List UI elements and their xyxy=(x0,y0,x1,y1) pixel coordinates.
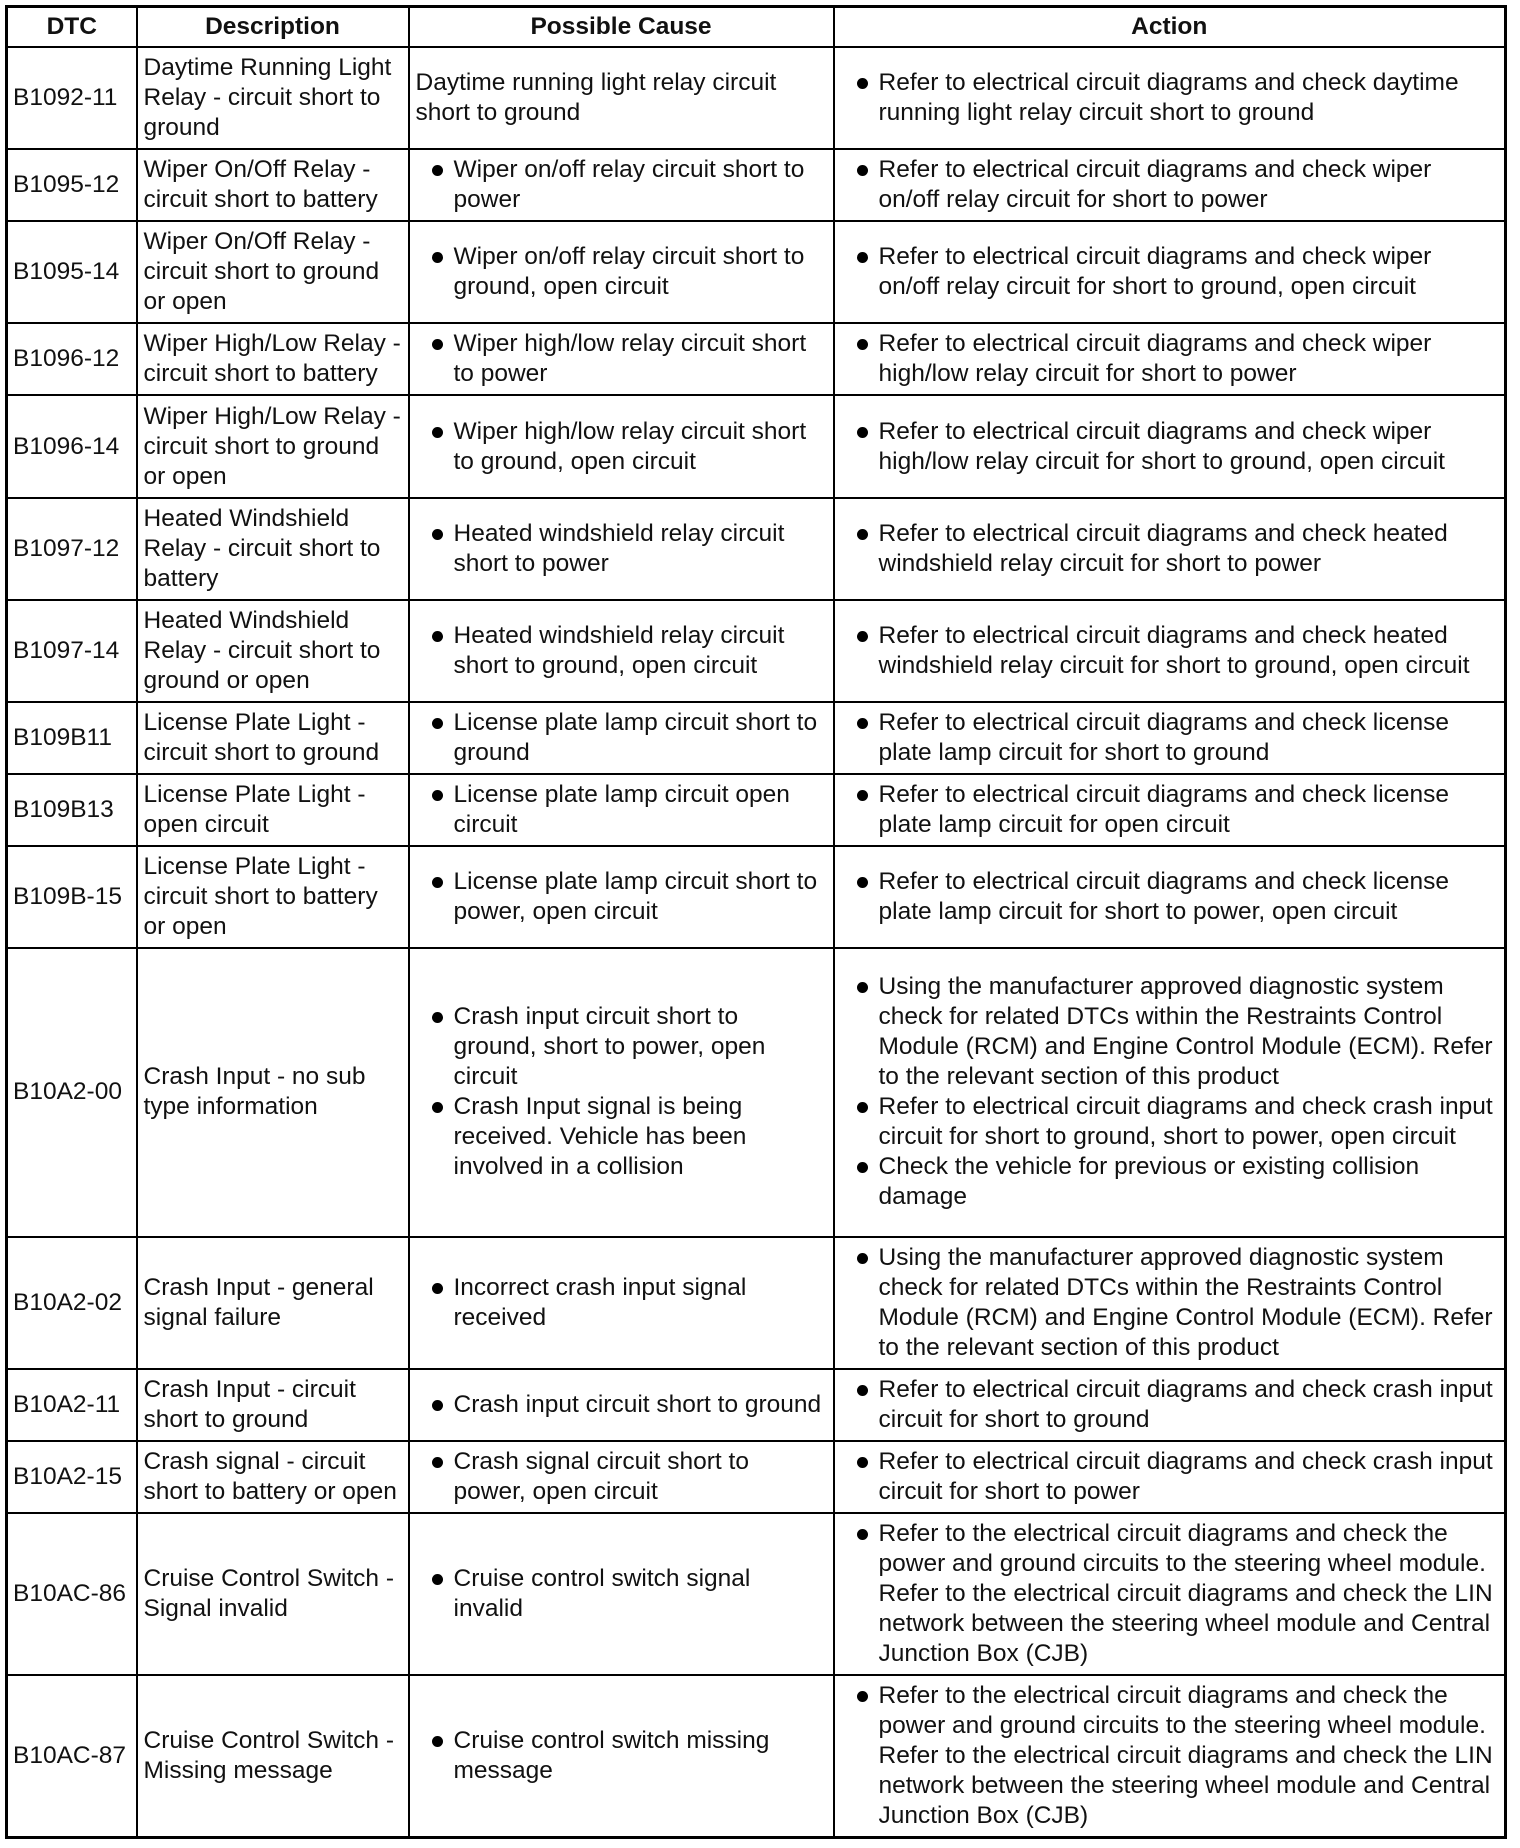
dtc-code: B10A2-15 xyxy=(7,1441,137,1513)
dtc-description: Heated Windshield Relay - circuit short to ground or open xyxy=(137,600,409,702)
possible-cause-list xyxy=(416,780,827,840)
dtc-code: B109B13 xyxy=(7,774,137,846)
table-row xyxy=(7,702,1506,774)
dtc-table xyxy=(5,5,1507,1839)
possible-cause-cell xyxy=(409,600,834,702)
action-cell xyxy=(834,1513,1506,1675)
possible-cause-item: Crash Input signal is being received. Vehicle has been involved in a collision xyxy=(416,1092,827,1182)
possible-cause-cell xyxy=(409,1513,834,1675)
action-list xyxy=(841,867,1499,927)
possible-cause-item: License plate lamp circuit open circuit xyxy=(416,780,827,840)
action-list xyxy=(841,1447,1499,1507)
action-list xyxy=(841,780,1499,840)
action-cell xyxy=(834,702,1506,774)
table-row xyxy=(7,948,1506,1236)
action-item: Refer to electrical circuit diagrams and check crash input circuit for short to ground xyxy=(841,1375,1499,1435)
possible-cause-item: Wiper high/low relay circuit short to power xyxy=(416,329,827,389)
action-item: Refer to electrical circuit diagrams and check wiper on/off relay circuit for short to ground, open circuit xyxy=(841,242,1499,302)
possible-cause-cell xyxy=(409,1369,834,1441)
action-cell xyxy=(834,948,1506,1236)
table-row xyxy=(7,323,1506,395)
dtc-code: B10AC-86 xyxy=(7,1513,137,1675)
action-item: Using the manufacturer approved diagnostic system check for related DTCs within the Restraints Control Module (RCM) and Engine Control Module (ECM). Refer to the relevant section of this product xyxy=(841,972,1499,1092)
possible-cause-item: License plate lamp circuit short to ground xyxy=(416,708,827,768)
possible-cause-cell xyxy=(409,1237,834,1369)
action-item: Refer to the electrical circuit diagrams and check the power and ground circuits to the steering wheel module. Refer to the electrical circuit diagrams and check the LIN network between the steering wheel module and Central Junction Box (CJB) xyxy=(841,1519,1499,1669)
action-cell xyxy=(834,1675,1506,1837)
action-list xyxy=(841,972,1499,1212)
dtc-code: B1096-14 xyxy=(7,395,137,497)
action-list xyxy=(841,329,1499,389)
action-cell xyxy=(834,221,1506,323)
action-item: Refer to electrical circuit diagrams and check license plate lamp circuit for short to ground xyxy=(841,708,1499,768)
action-list xyxy=(841,621,1499,681)
dtc-description: Wiper On/Off Relay - circuit short to ground or open xyxy=(137,221,409,323)
action-cell xyxy=(834,498,1506,600)
possible-cause-list xyxy=(416,417,827,477)
header-description: Description xyxy=(137,7,409,48)
table-header-row xyxy=(7,7,1506,48)
dtc-description: License Plate Light - circuit short to battery or open xyxy=(137,846,409,948)
possible-cause-cell xyxy=(409,323,834,395)
dtc-description: Wiper High/Low Relay - circuit short to battery xyxy=(137,323,409,395)
possible-cause-item: Wiper high/low relay circuit short to ground, open circuit xyxy=(416,417,827,477)
header-action: Action xyxy=(834,7,1506,48)
dtc-code: B1095-12 xyxy=(7,149,137,221)
possible-cause-cell xyxy=(409,395,834,497)
possible-cause-cell xyxy=(409,1441,834,1513)
action-cell xyxy=(834,47,1506,149)
possible-cause-item: License plate lamp circuit short to power, open circuit xyxy=(416,867,827,927)
possible-cause-cell xyxy=(409,702,834,774)
table-row xyxy=(7,149,1506,221)
action-list xyxy=(841,155,1499,215)
action-item: Check the vehicle for previous or existing collision damage xyxy=(841,1152,1499,1212)
possible-cause-list xyxy=(416,867,827,927)
dtc-code: B1097-12 xyxy=(7,498,137,600)
possible-cause-item: Cruise control switch signal invalid xyxy=(416,1564,827,1624)
table-row xyxy=(7,1675,1506,1837)
table-row xyxy=(7,498,1506,600)
possible-cause-cell xyxy=(409,846,834,948)
possible-cause-list xyxy=(416,1726,827,1786)
action-item: Refer to electrical circuit diagrams and check wiper on/off relay circuit for short to power xyxy=(841,155,1499,215)
possible-cause-list xyxy=(416,621,827,681)
action-cell xyxy=(834,1369,1506,1441)
dtc-code: B109B11 xyxy=(7,702,137,774)
dtc-code: B10A2-00 xyxy=(7,948,137,1236)
table-row xyxy=(7,1513,1506,1675)
possible-cause-cell xyxy=(409,1675,834,1837)
possible-cause-cell xyxy=(409,221,834,323)
possible-cause-cell xyxy=(409,948,834,1236)
dtc-description: Crash Input - no sub type information xyxy=(137,948,409,1236)
possible-cause-item: Incorrect crash input signal received xyxy=(416,1273,827,1333)
action-list xyxy=(841,1681,1499,1831)
action-list xyxy=(841,68,1499,128)
possible-cause-cell xyxy=(409,774,834,846)
dtc-code: B109B-15 xyxy=(7,846,137,948)
action-list xyxy=(841,1375,1499,1435)
table-row xyxy=(7,600,1506,702)
possible-cause-item: Wiper on/off relay circuit short to power xyxy=(416,155,827,215)
possible-cause-cell xyxy=(409,149,834,221)
dtc-code: B1092-11 xyxy=(7,47,137,149)
table-row xyxy=(7,846,1506,948)
table-row xyxy=(7,395,1506,497)
action-item: Refer to the electrical circuit diagrams and check the power and ground circuits to the steering wheel module. Refer to the electrical circuit diagrams and check the LIN network between the steering wheel module and Central Junction Box (CJB) xyxy=(841,1681,1499,1831)
action-cell xyxy=(834,395,1506,497)
dtc-code: B1097-14 xyxy=(7,600,137,702)
dtc-code: B10A2-02 xyxy=(7,1237,137,1369)
dtc-description: Daytime Running Light Relay - circuit short to ground xyxy=(137,47,409,149)
action-cell xyxy=(834,774,1506,846)
possible-cause-item: Crash input circuit short to ground xyxy=(416,1390,827,1420)
possible-cause-list xyxy=(416,1002,827,1182)
possible-cause-list xyxy=(416,1390,827,1420)
possible-cause-list xyxy=(416,519,827,579)
action-cell xyxy=(834,600,1506,702)
possible-cause-item: Heated windshield relay circuit short to ground, open circuit xyxy=(416,621,827,681)
table-row xyxy=(7,1369,1506,1441)
action-cell xyxy=(834,1237,1506,1369)
possible-cause-cell xyxy=(409,498,834,600)
action-list xyxy=(841,1243,1499,1363)
action-item: Refer to electrical circuit diagrams and check heated windshield relay circuit for short to ground, open circuit xyxy=(841,621,1499,681)
possible-cause-cell xyxy=(409,47,834,149)
dtc-code: B10AC-87 xyxy=(7,1675,137,1837)
table-row xyxy=(7,47,1506,149)
dtc-code: B1095-14 xyxy=(7,221,137,323)
action-cell xyxy=(834,149,1506,221)
dtc-description: Heated Windshield Relay - circuit short to battery xyxy=(137,498,409,600)
possible-cause-list xyxy=(416,708,827,768)
possible-cause-list xyxy=(416,242,827,302)
possible-cause-item: Cruise control switch missing message xyxy=(416,1726,827,1786)
action-item: Refer to electrical circuit diagrams and check wiper high/low relay circuit for short to power xyxy=(841,329,1499,389)
possible-cause-item: Crash signal circuit short to power, open circuit xyxy=(416,1447,827,1507)
action-list xyxy=(841,417,1499,477)
possible-cause-list xyxy=(416,329,827,389)
dtc-description: Crash Input - general signal failure xyxy=(137,1237,409,1369)
dtc-description: Wiper On/Off Relay - circuit short to battery xyxy=(137,149,409,221)
action-item: Refer to electrical circuit diagrams and check heated windshield relay circuit for short to power xyxy=(841,519,1499,579)
action-item: Refer to electrical circuit diagrams and check license plate lamp circuit for short to power, open circuit xyxy=(841,867,1499,927)
action-item: Refer to electrical circuit diagrams and check daytime running light relay circuit short to ground xyxy=(841,68,1499,128)
table-row xyxy=(7,1441,1506,1513)
possible-cause-list xyxy=(416,1564,827,1624)
action-item: Refer to electrical circuit diagrams and check license plate lamp circuit for open circuit xyxy=(841,780,1499,840)
action-list xyxy=(841,708,1499,768)
possible-cause-item: Heated windshield relay circuit short to power xyxy=(416,519,827,579)
table-row xyxy=(7,221,1506,323)
dtc-code: B10A2-11 xyxy=(7,1369,137,1441)
dtc-description: Crash signal - circuit short to battery or open xyxy=(137,1441,409,1513)
dtc-description: Cruise Control Switch - Missing message xyxy=(137,1675,409,1837)
possible-cause-list xyxy=(416,155,827,215)
dtc-description: License Plate Light - open circuit xyxy=(137,774,409,846)
possible-cause-list xyxy=(416,1273,827,1333)
possible-cause-text: Daytime running light relay circuit short to ground xyxy=(415,69,777,127)
dtc-description: Cruise Control Switch - Signal invalid xyxy=(137,1513,409,1675)
table-row xyxy=(7,774,1506,846)
action-cell xyxy=(834,323,1506,395)
dtc-description: Crash Input - circuit short to ground xyxy=(137,1369,409,1441)
dtc-code: B1096-12 xyxy=(7,323,137,395)
action-item: Refer to electrical circuit diagrams and check crash input circuit for short to power xyxy=(841,1447,1499,1507)
action-list xyxy=(841,1519,1499,1669)
header-dtc: DTC xyxy=(7,7,137,48)
action-item: Refer to electrical circuit diagrams and check crash input circuit for short to ground, short to power, open circuit xyxy=(841,1092,1499,1152)
dtc-description: License Plate Light - circuit short to ground xyxy=(137,702,409,774)
table-body xyxy=(7,47,1506,1838)
action-item: Using the manufacturer approved diagnostic system check for related DTCs within the Restraints Control Module (RCM) and Engine Control Module (ECM). Refer to the relevant section of this product xyxy=(841,1243,1499,1363)
header-possible-cause: Possible Cause xyxy=(409,7,834,48)
action-cell xyxy=(834,846,1506,948)
possible-cause-list xyxy=(416,1447,827,1507)
possible-cause-item: Crash input circuit short to ground, short to power, open circuit xyxy=(416,1002,827,1092)
table-row xyxy=(7,1237,1506,1369)
action-cell xyxy=(834,1441,1506,1513)
action-list xyxy=(841,519,1499,579)
action-item: Refer to electrical circuit diagrams and check wiper high/low relay circuit for short to ground, open circuit xyxy=(841,417,1499,477)
possible-cause-item: Wiper on/off relay circuit short to ground, open circuit xyxy=(416,242,827,302)
action-list xyxy=(841,242,1499,302)
dtc-description: Wiper High/Low Relay - circuit short to ground or open xyxy=(137,395,409,497)
